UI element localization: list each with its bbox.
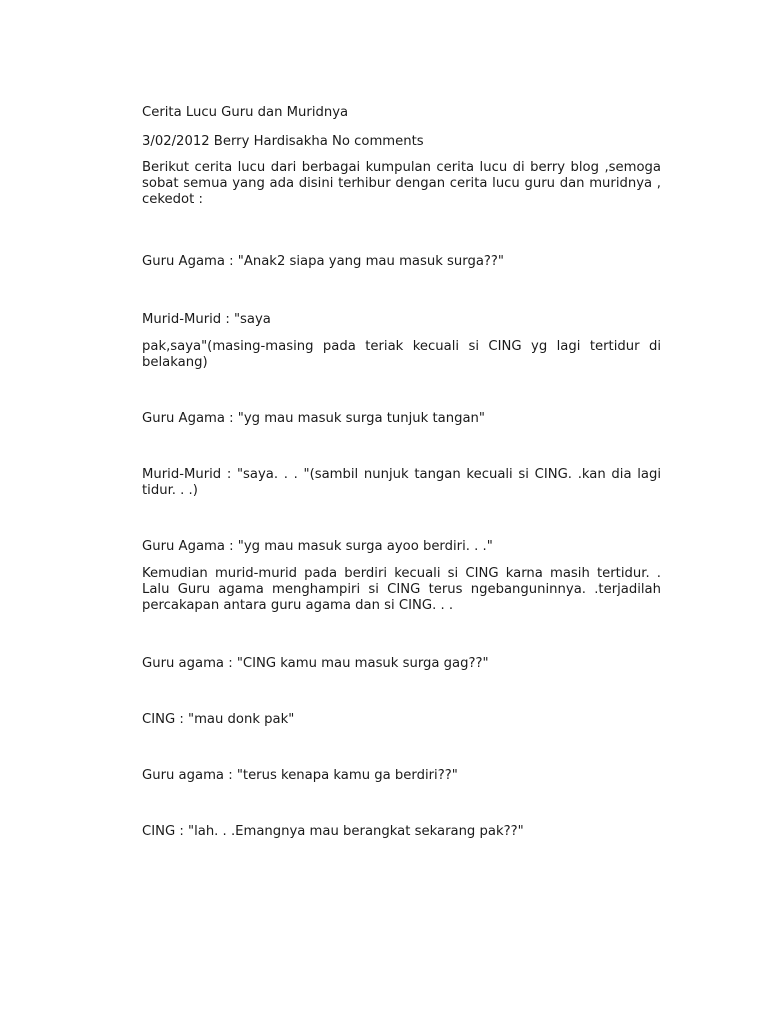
dialogue-line: Murid-Murid : "saya	[142, 312, 271, 327]
intro-paragraph: Berikut cerita lucu dari berbagai kumpulan cerita lucu di berry blog ,semoga sobat semua yang ada disini terhibur dengan cerita lucu guru dan muridnya , cekedot :	[142, 160, 661, 207]
dialogue-line: Guru agama : "terus kenapa kamu ga berdiri??"	[142, 768, 458, 783]
document-page	[142, 105, 661, 840]
dialogue-line: CING : "lah. . .Emangnya mau berangkat sekarang pak??"	[142, 824, 524, 839]
dialogue-line: Guru Agama : "Anak2 siapa yang mau masuk surga??"	[142, 254, 504, 269]
post-meta: 3/02/2012 Berry Hardisakha No comments	[142, 134, 424, 149]
dialogue-line: Guru agama : "CING kamu mau masuk surga gag??"	[142, 656, 489, 671]
dialogue-line: pak,saya"(masing-masing pada teriak kecuali si CING yg lagi tertidur di belakang)	[142, 339, 661, 370]
dialogue-line: Guru Agama : "yg mau masuk surga ayoo berdiri. . ."	[142, 539, 493, 554]
dialogue-line: Murid-Murid : "saya. . . "(sambil nunjuk tangan kecuali si CING. .kan dia lagi tidur. . .)	[142, 467, 661, 498]
dialogue-line: CING : "mau donk pak"	[142, 712, 295, 727]
dialogue-line: Guru Agama : "yg mau masuk surga tunjuk tangan"	[142, 411, 485, 426]
document-title: Cerita Lucu Guru dan Muridnya	[142, 105, 349, 120]
narration-paragraph: Kemudian murid-murid pada berdiri kecuali si CING karna masih tertidur. . Lalu Guru agama menghampiri si CING terus ngebanguninnya. .terjadilah percakapan antara guru agama dan si CING. . .	[142, 566, 661, 613]
